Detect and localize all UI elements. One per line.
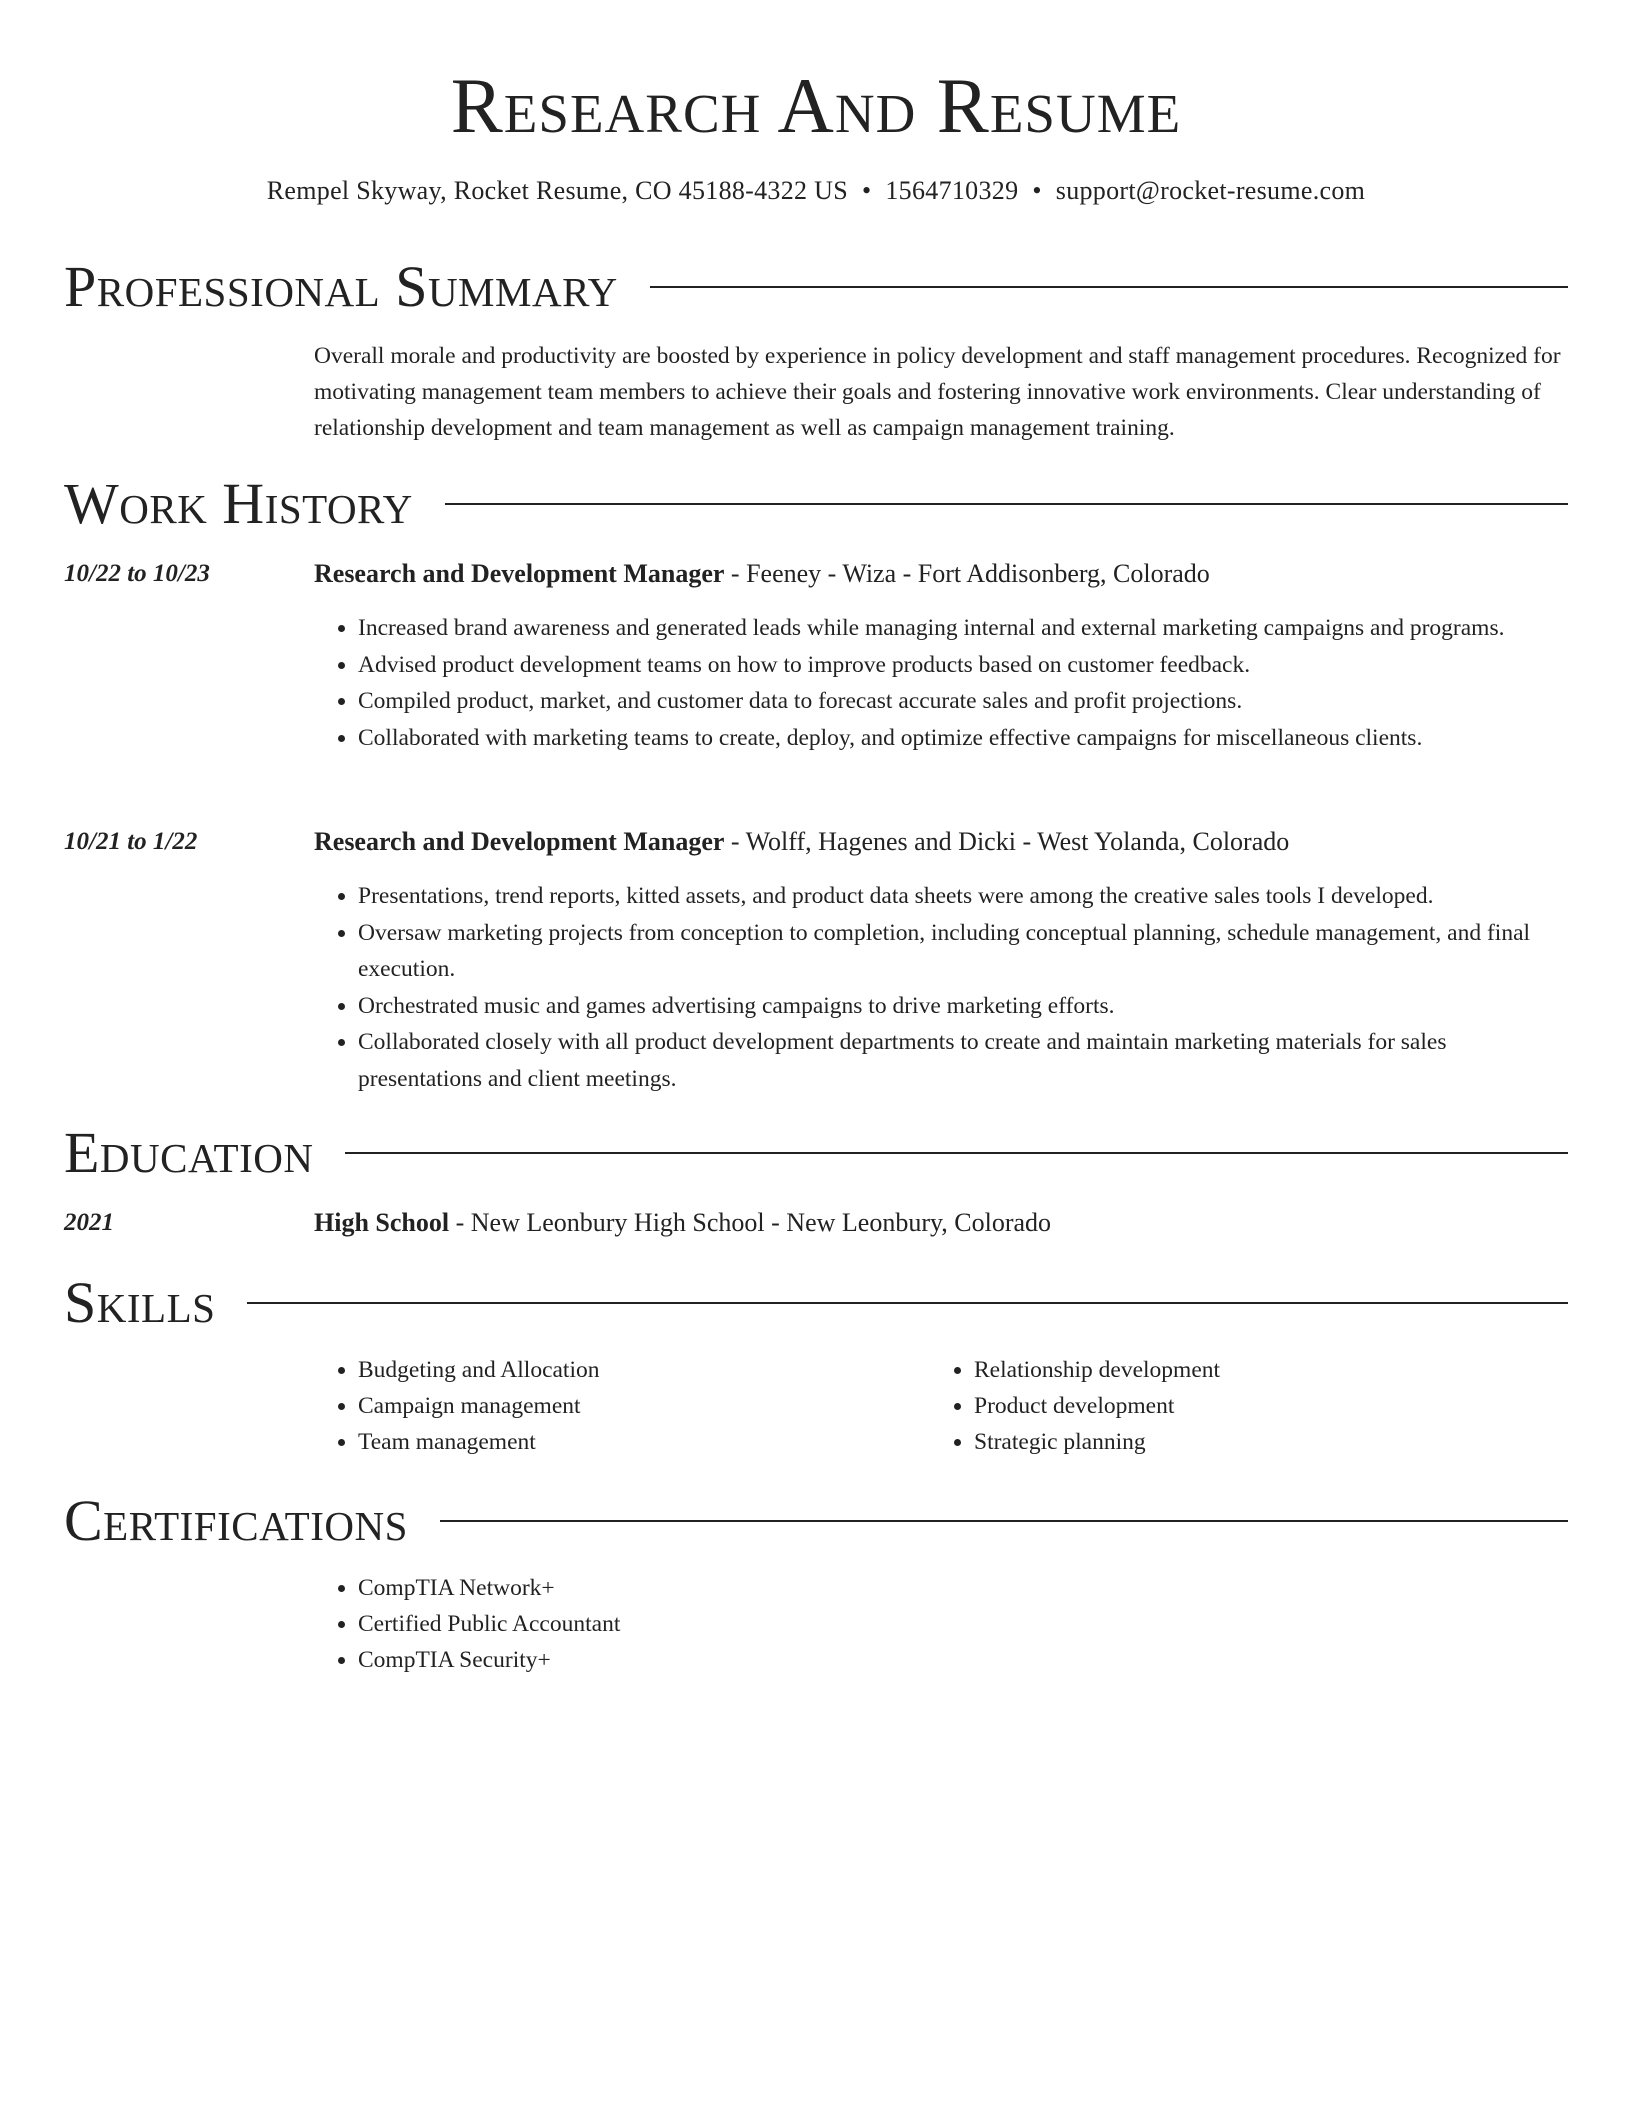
job-heading xyxy=(314,557,1568,591)
skills-section-header xyxy=(64,1268,1568,1338)
job-title: Research and Development Manager xyxy=(314,827,725,856)
education-section-header xyxy=(64,1118,1568,1188)
work-section-header xyxy=(64,469,1568,539)
job-details: - Wolff, Hagenes and Dicki - West Yolanda, Colorado xyxy=(724,827,1290,856)
list-item: • Compiled product, market, and customer data to forecast accurate sales and profit projections. xyxy=(358,683,1568,720)
list-item: • Advised product development teams on how to improve products based on customer feedback. xyxy=(358,647,1568,684)
education-degree: High School xyxy=(314,1208,450,1237)
job-bullet-list xyxy=(314,610,1568,756)
certifications-list xyxy=(314,1570,914,1678)
certifications-heading: Certifications xyxy=(64,1488,408,1553)
job-heading xyxy=(314,825,1568,859)
list-item: • Oversaw marketing projects from conception to completion, including conceptual planning, schedule management, and final execution. xyxy=(358,915,1568,988)
list-item: • CompTIA Network+ xyxy=(358,1570,914,1606)
list-item: • Presentations, trend reports, kitted assets, and product data sheets were among the creative sales tools I developed. xyxy=(358,878,1568,915)
list-item: • Product development xyxy=(974,1388,1530,1424)
list-item: • CompTIA Security+ xyxy=(358,1642,914,1678)
list-item: • Relationship development xyxy=(974,1352,1530,1388)
list-item: • Collaborated closely with all product development departments to create and maintain marketing materials for sales presentations and client meetings. xyxy=(358,1024,1568,1097)
job-bullet-list xyxy=(314,878,1568,1097)
list-item: • Team management xyxy=(358,1424,914,1460)
list-item: • Collaborated with marketing teams to create, deploy, and optimize effective campaigns for miscellaneous clients. xyxy=(358,720,1568,757)
education-details: - New Leonbury High School - New Leonbury, Colorado xyxy=(449,1208,1052,1237)
section-divider xyxy=(445,503,1568,505)
work-heading: Work History xyxy=(64,471,413,536)
contact-address: Rempel Skyway, Rocket Resume, CO 45188-4322 US xyxy=(266,176,848,205)
education-entry xyxy=(314,1206,1568,1240)
summary-heading: Professional Summary xyxy=(64,254,618,319)
list-item: • Strategic planning xyxy=(974,1424,1530,1460)
section-divider xyxy=(440,1520,1568,1522)
list-item: • Orchestrated music and games advertising campaigns to drive marketing efforts. xyxy=(358,988,1568,1025)
list-item: • Campaign management xyxy=(358,1388,914,1424)
contact-line xyxy=(0,174,1632,208)
summary-section-header xyxy=(64,252,1568,322)
contact-separator: • xyxy=(1032,176,1042,205)
job-dates: 10/22 to 10/23 xyxy=(64,560,210,587)
section-divider xyxy=(247,1302,1568,1304)
list-item: • Certified Public Accountant xyxy=(358,1606,914,1642)
section-divider xyxy=(345,1152,1568,1154)
section-divider xyxy=(650,286,1568,288)
skills-list-left xyxy=(314,1352,914,1460)
education-year: 2021 xyxy=(64,1209,114,1236)
skills-list-right xyxy=(930,1352,1530,1460)
job-details: - Feeney - Wiza - Fort Addisonberg, Colorado xyxy=(724,559,1210,588)
list-item: • Budgeting and Allocation xyxy=(358,1352,914,1388)
job-title: Research and Development Manager xyxy=(314,559,725,588)
contact-email: support@rocket-resume.com xyxy=(1055,176,1366,205)
skills-heading: Skills xyxy=(64,1270,216,1335)
contact-separator: • xyxy=(861,176,872,205)
job-dates: 10/21 to 1/22 xyxy=(64,828,198,855)
list-item: • Increased brand awareness and generated leads while managing internal and external marketing campaigns and programs. xyxy=(358,610,1568,647)
summary-text: Overall morale and productivity are boosted by experience in policy development and staff management procedures. Recognized for motivating management team members to achieve their goals and fostering innovative work environments. Clear understanding of relationship development and team management as well as campaign management training. xyxy=(314,343,1561,441)
resume-name: Research And Resume xyxy=(450,62,1182,149)
contact-phone: 1564710329 xyxy=(885,176,1019,205)
certifications-section-header xyxy=(64,1486,1568,1556)
education-heading: Education xyxy=(64,1120,314,1185)
